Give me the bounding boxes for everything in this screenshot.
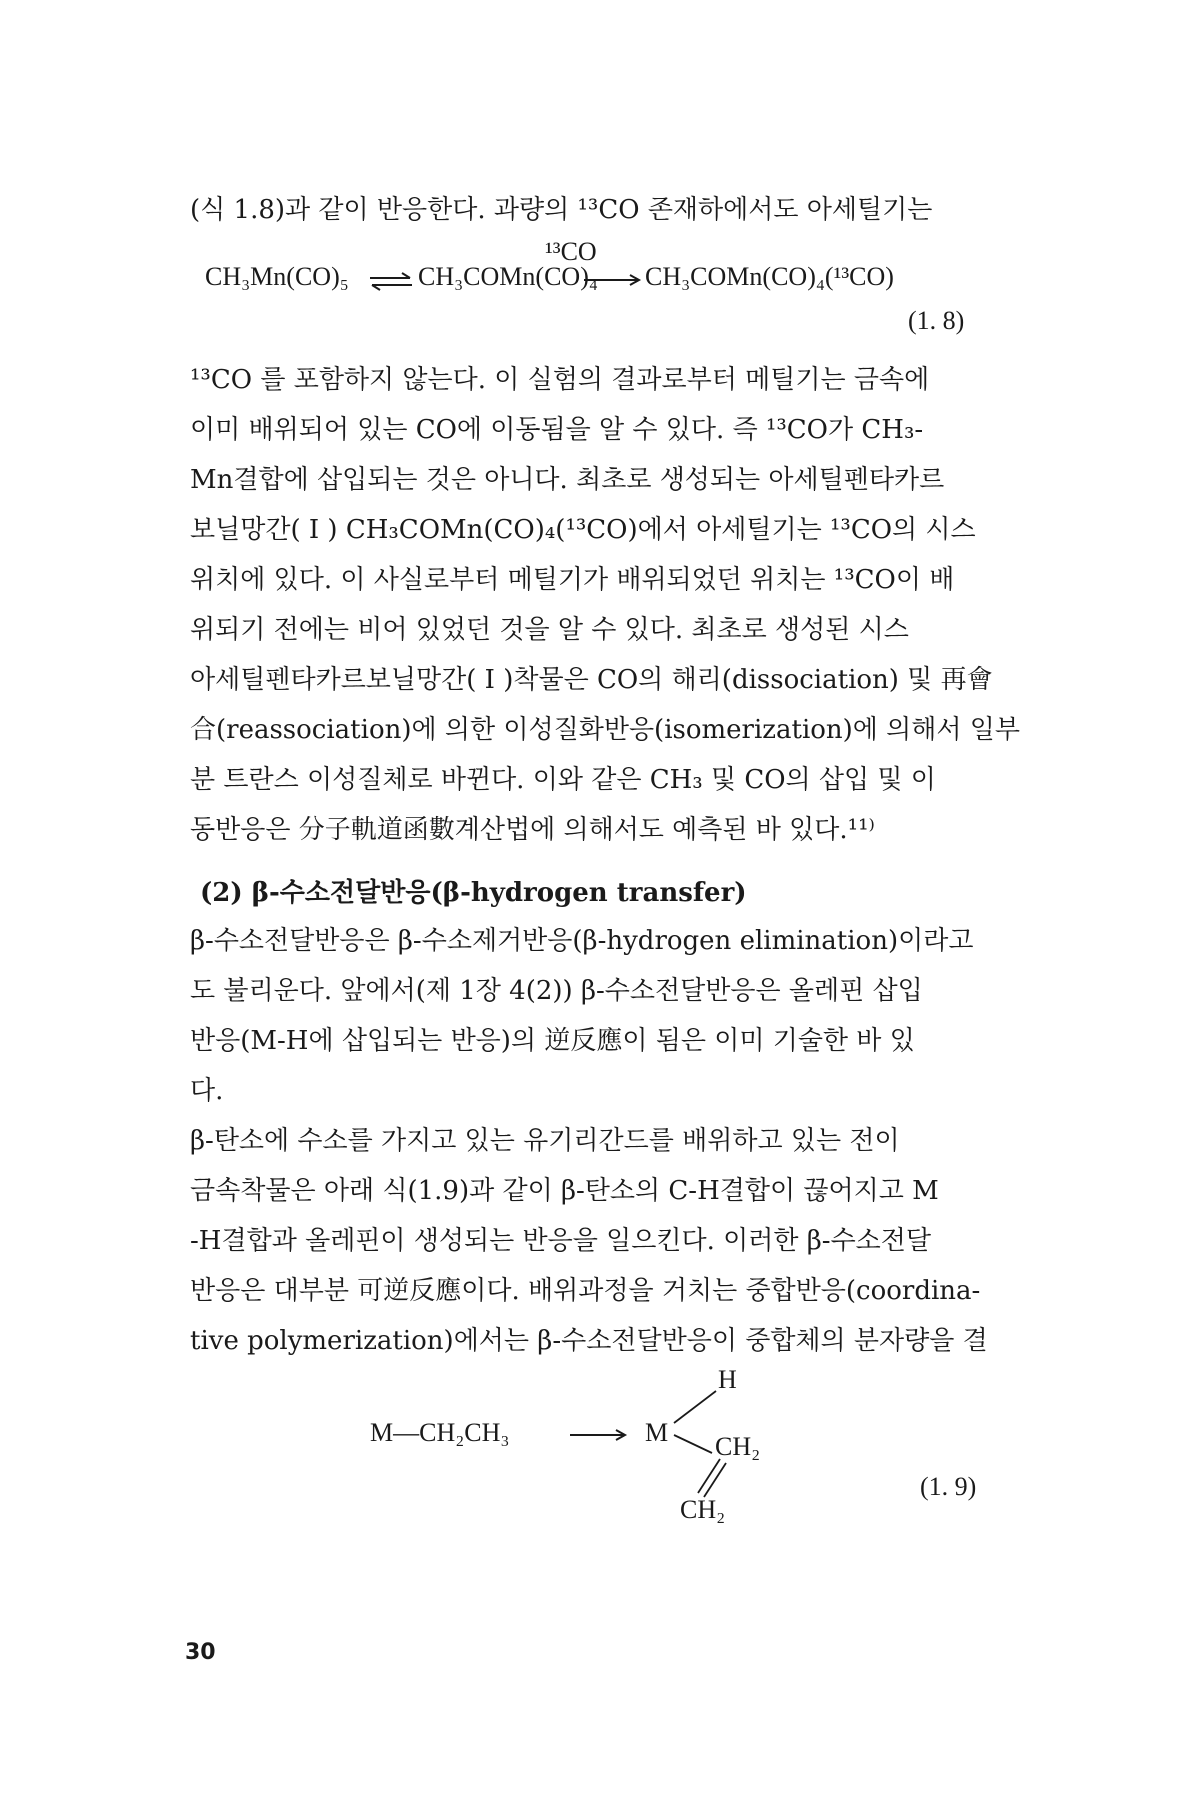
eq-1-8-above-arrow: ¹³CO xyxy=(545,237,597,266)
text-line: ¹³CO 를 포함하지 않는다. 이 실험의 결과로부터 메틸기는 금속에 xyxy=(190,365,930,395)
eq-1-9-label: (1. 9) xyxy=(920,1472,977,1501)
text-line: β-탄소에 수소를 가지고 있는 유기리간드를 배위하고 있는 전이 xyxy=(190,1126,900,1156)
text-line: 동반응은 分子軌道函數계산법에 의해서도 예측된 바 있다.¹¹⁾ xyxy=(190,815,875,845)
eq-1-8-mid: CH₃COMn(CO)₄ xyxy=(418,262,598,291)
paragraph-experiment xyxy=(190,355,1020,855)
text-line: β-수소전달반응은 β-수소제거반응(β-hydrogen elimination)이라고 xyxy=(190,926,974,956)
reaction-arrow-icon xyxy=(568,1425,628,1445)
eq-1-8-label: (1. 8) xyxy=(908,306,965,335)
text-line: -H결합과 올레핀이 생성되는 반응을 일으킨다. 이러한 β-수소전달 xyxy=(190,1226,932,1256)
text-line: 위되기 전에는 비어 있었던 것을 알 수 있다. 최초로 생성된 시스 xyxy=(190,615,909,645)
eq-1-8-left: CH₃Mn(CO)₅ xyxy=(205,262,349,291)
text-line: 보닐망간( I ) CH₃COMn(CO)₄(¹³CO)에서 아세틸기는 ¹³CO의 시스 xyxy=(190,515,976,545)
text-line: 금속착물은 아래 식(1.9)과 같이 β-탄소의 C-H결합이 끊어지고 M xyxy=(190,1176,939,1206)
reaction-arrow-icon xyxy=(582,270,642,290)
text-line: 다. xyxy=(190,1076,224,1106)
section-heading: (2) β-수소전달반응(β-hydrogen transfer) xyxy=(200,878,747,908)
page-number: 30 xyxy=(185,1640,216,1665)
text-line: 도 불리운다. 앞에서(제 1장 4(2)) β-수소전달반응은 올레핀 삽입 xyxy=(190,976,923,1006)
text-line: tive polymerization)에서는 β-수소전달반응이 중합체의 분자량을 결 xyxy=(190,1326,988,1356)
text-line: 合(reassociation)에 의한 이성질화반응(isomerization)에 의해서 일부 xyxy=(190,715,1021,745)
text-line: (식 1.8)과 같이 반응한다. 과량의 ¹³CO 존재하에서도 아세틸기는 xyxy=(190,195,933,225)
eq-1-8-right: CH₃COMn(CO)₄(¹³CO) xyxy=(645,262,894,291)
text-line: 분 트란스 이성질체로 바뀐다. 이와 같은 CH₃ 및 CO의 삽입 및 이 xyxy=(190,765,936,795)
text-line: 반응은 대부분 可逆反應이다. 배위과정을 거치는 중합반응(coordina- xyxy=(190,1276,981,1306)
text-line: 이미 배위되어 있는 CO에 이동됨을 알 수 있다. 즉 ¹³CO가 CH₃- xyxy=(190,415,924,445)
paragraph-definition xyxy=(190,916,1020,1116)
eq-1-9-ch2-top: CH₂ xyxy=(715,1432,761,1461)
eq-1-9-ch2-bottom: CH₂ xyxy=(680,1495,726,1524)
eq-1-9-metal: M xyxy=(645,1418,669,1447)
eq-1-9-reactant: M—CH₂CH₃ xyxy=(370,1418,510,1447)
paragraph-mechanism xyxy=(190,1116,1020,1366)
text-line: 반응(M-H에 삽입되는 반응)의 逆反應이 됨은 이미 기술한 바 있 xyxy=(190,1026,915,1056)
text-line: 아세틸펜타카르보닐망간( I )착물은 CO의 해리(dissociation) 및 再會 xyxy=(190,665,993,695)
text-line: Mn결합에 삽입되는 것은 아니다. 최초로 생성되는 아세틸펜타카르 xyxy=(190,465,945,495)
eq-1-9-hydride: H xyxy=(718,1365,737,1394)
text-line: 위치에 있다. 이 사실로부터 메틸기가 배위되었던 위치는 ¹³CO이 배 xyxy=(190,565,955,595)
paragraph-intro xyxy=(190,185,1020,235)
eq-1-9-bonds xyxy=(660,1385,740,1505)
equilibrium-arrow-icon xyxy=(368,270,414,292)
